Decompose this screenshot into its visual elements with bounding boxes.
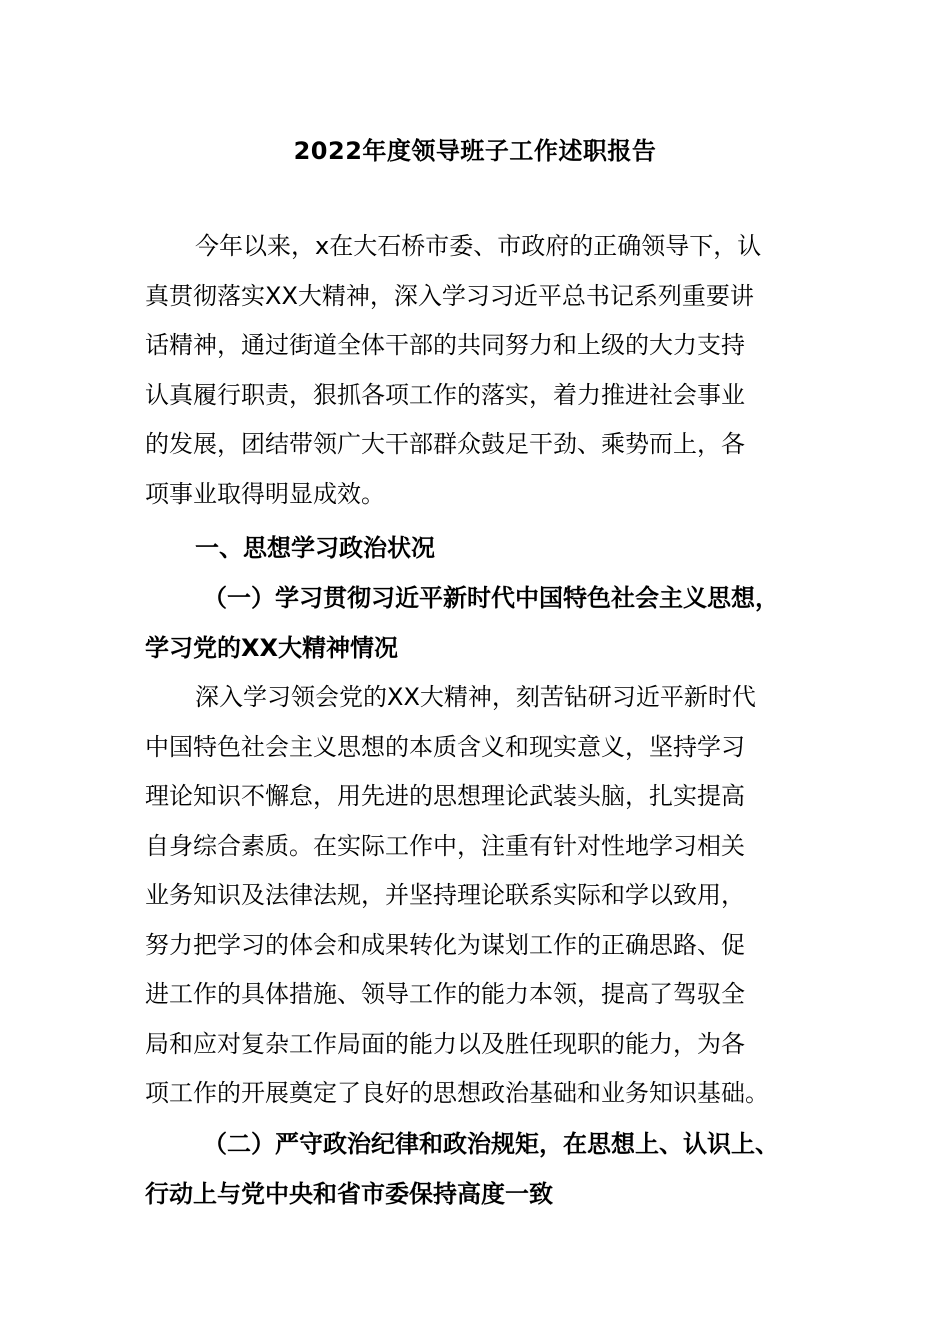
section-1-heading (145, 524, 807, 574)
text-line: 认真履行职责，狠抓各项工作的落实，着力推进社会事业 (145, 380, 745, 409)
text-line: 的发展，团结带领广大干部群众鼓足干劲、乘势而上，各 (145, 430, 745, 458)
subsection-1-heading (145, 574, 807, 673)
text-line: 中国特色社会主义思想的本质含义和现实意义，坚持学习 (145, 732, 745, 761)
heading-line: （二）严守政治纪律和政治规矩，在思想上、认识上、 (203, 1130, 779, 1158)
heading-line: 一、思想学习政治状况 (195, 534, 435, 562)
text-line: 项事业取得明显成效。 (145, 479, 385, 508)
text-line: 理论知识不懈怠，用先进的思想理论武装头脑，扎实提高 (145, 782, 745, 810)
subsection-1-paragraph (145, 673, 807, 1119)
text-line: 努力把学习的体会和成果转化为谋划工作的正确思路、促 (145, 930, 745, 959)
subsection-2-heading (145, 1120, 807, 1219)
text-line: 局和应对复杂工作局面的能力以及胜任现职的能力，为各 (145, 1029, 745, 1058)
text-line: 项工作的开展奠定了良好的思想政治基础和业务知识基础。 (145, 1079, 769, 1107)
intro-paragraph (145, 222, 807, 519)
text-line: 深入学习领会党的XX大精神，刻苦钻研习近平新时代 (195, 683, 756, 711)
text-line: 自身综合素质。在实际工作中，注重有针对性地学习相关 (145, 831, 745, 860)
text-line: 话精神，通过街道全体干部的共同努力和上级的大力支持 (145, 331, 745, 359)
text-line: 今年以来，x在大石桥市委、市政府的正确领导下，认 (195, 232, 762, 260)
text-line: 真贯彻落实XX大精神，深入学习习近平总书记系列重要讲 (145, 281, 754, 310)
heading-line: 行动上与党中央和省市委保持高度一致 (145, 1179, 553, 1208)
heading-line: （一）学习贯彻习近平新时代中国特色社会主义思想， (203, 584, 779, 612)
text-line: 进工作的具体措施、领导工作的能力本领，提高了驾驭全 (145, 980, 745, 1008)
heading-line: 学习党的XX大精神情况 (145, 633, 399, 662)
text-line: 业务知识及法律法规，并坚持理论联系实际和学以致用， (145, 881, 745, 909)
document-title: 2022年度领导班子工作述职报告 (293, 137, 657, 165)
